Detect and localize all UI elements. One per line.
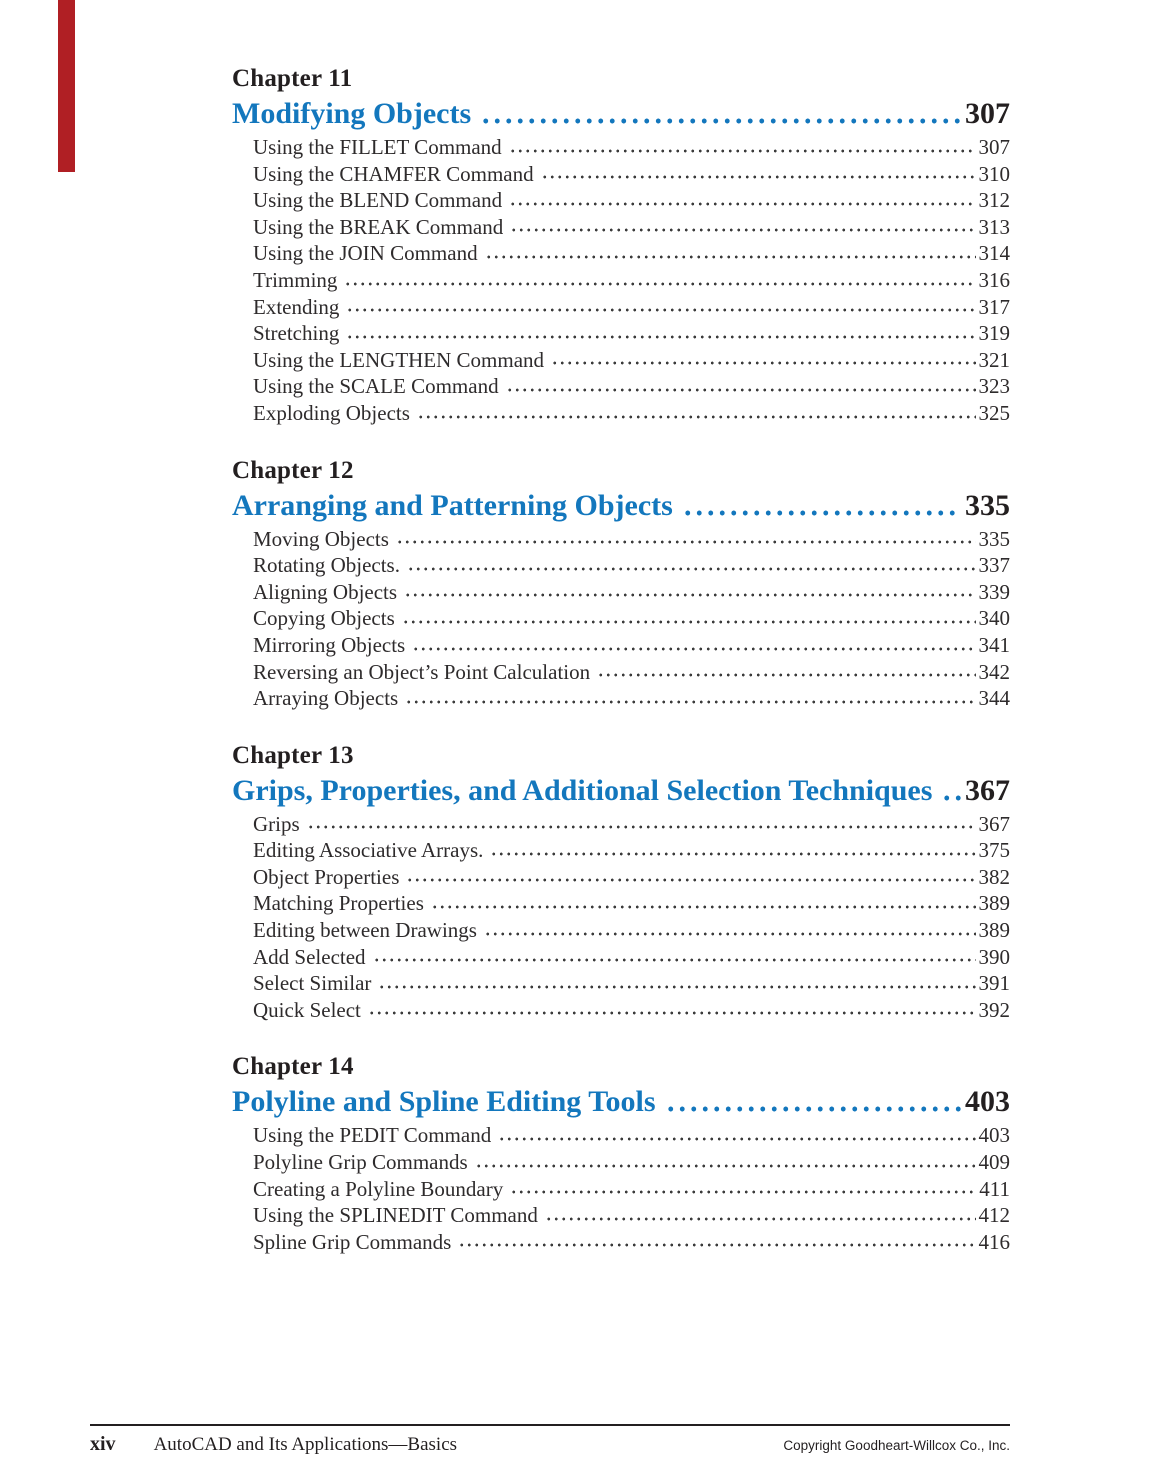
toc-entry xyxy=(253,605,1010,632)
dot-leader xyxy=(396,540,976,544)
chapter-title: Grips, Properties, and Additional Selection Techniques xyxy=(232,773,933,807)
chapter-entries xyxy=(232,134,1010,427)
entry-title: Object Properties xyxy=(253,864,400,889)
toc-entry xyxy=(253,917,1010,944)
entry-page-number: 310 xyxy=(978,161,1010,186)
entry-title: Using the SPLINEDIT Command xyxy=(253,1203,538,1228)
entry-page-number: 339 xyxy=(978,579,1010,604)
entry-title: Trimming xyxy=(253,267,338,292)
toc-entry xyxy=(253,864,1010,891)
entry-page-number: 416 xyxy=(978,1229,1010,1254)
dot-leader xyxy=(417,415,976,419)
entry-page-number: 307 xyxy=(978,135,1010,159)
toc-entry xyxy=(253,890,1010,917)
chapter-entries xyxy=(232,811,1010,1024)
entry-page-number: 323 xyxy=(978,374,1010,399)
chapter-12-section xyxy=(232,456,1010,712)
dot-leader xyxy=(665,1106,961,1112)
chapter-page-number: 403 xyxy=(965,1085,1010,1119)
entry-page-number: 335 xyxy=(978,526,1010,551)
toc-entry xyxy=(253,632,1010,659)
toc-entry xyxy=(253,214,1010,241)
entry-title: Stretching xyxy=(253,321,340,346)
page-footer xyxy=(90,1424,1010,1456)
toc-entry xyxy=(253,161,1010,188)
chapter-label: Chapter 13 xyxy=(232,741,354,769)
dot-leader xyxy=(551,361,975,365)
dot-leader xyxy=(475,1164,976,1168)
entry-title: Mirroring Objects xyxy=(253,632,406,657)
toc-entry xyxy=(253,347,1010,374)
book-title: AutoCAD and Its Applications—Basics xyxy=(153,1434,458,1455)
toc-entry xyxy=(253,267,1010,294)
dot-leader xyxy=(490,852,975,856)
dot-leader xyxy=(498,1137,975,1141)
chapter-page-number: 307 xyxy=(965,97,1010,130)
page-edge-tab xyxy=(58,0,75,172)
toc-entry xyxy=(253,1122,1010,1149)
chapter-13-section xyxy=(232,741,1010,1024)
dot-leader xyxy=(378,985,975,989)
dot-leader xyxy=(509,202,975,206)
toc-entry xyxy=(253,659,1010,686)
entry-title: Using the BREAK Command xyxy=(253,214,504,239)
entry-page-number: 389 xyxy=(978,918,1010,943)
entry-page-number: 340 xyxy=(978,606,1010,631)
entry-page-number: 342 xyxy=(978,659,1010,684)
entry-title: Editing Associative Arrays. xyxy=(253,838,484,863)
entry-page-number: 389 xyxy=(978,891,1010,916)
entry-title: Using the PEDIT Command xyxy=(253,1123,492,1148)
entry-title: Using the LENGTHEN Command xyxy=(253,347,545,372)
entry-page-number: 375 xyxy=(978,838,1010,863)
entry-page-number: 337 xyxy=(978,553,1010,578)
dot-leader xyxy=(346,335,975,339)
entry-page-number: 312 xyxy=(978,188,1010,213)
dot-leader xyxy=(402,620,976,624)
entry-page-number: 316 xyxy=(978,267,1010,292)
chapter-title: Arranging and Patterning Objects xyxy=(232,488,673,522)
entry-title: Exploding Objects xyxy=(253,400,410,425)
dot-leader xyxy=(545,1217,976,1221)
toc-entry xyxy=(253,685,1010,712)
toc-entry xyxy=(253,579,1010,606)
entry-title: Extending xyxy=(253,294,340,319)
entry-title: Editing between Drawings xyxy=(253,918,477,943)
toc-entry xyxy=(253,1149,1010,1176)
chapter-page-number: 367 xyxy=(965,773,1010,807)
dot-leader xyxy=(431,905,976,909)
dot-leader xyxy=(506,388,976,392)
entry-page-number: 344 xyxy=(978,686,1010,711)
entry-title: Creating a Polyline Boundary xyxy=(253,1176,504,1201)
dot-leader xyxy=(510,228,975,232)
toc-entry xyxy=(253,400,1010,427)
entry-page-number: 409 xyxy=(978,1150,1010,1175)
dot-leader xyxy=(541,175,976,179)
entry-title: Spline Grip Commands xyxy=(253,1229,452,1254)
toc-entry xyxy=(253,294,1010,321)
dot-leader xyxy=(346,308,975,312)
chapter-label: Chapter 14 xyxy=(232,1053,354,1081)
entry-page-number: 392 xyxy=(978,997,1010,1022)
toc-entry xyxy=(253,997,1010,1024)
dot-leader xyxy=(941,795,961,801)
entry-page-number: 411 xyxy=(979,1176,1010,1201)
dot-leader xyxy=(458,1243,975,1247)
entry-title: Add Selected xyxy=(253,944,366,969)
toc-entry xyxy=(253,373,1010,400)
chapter-page-number: 335 xyxy=(965,488,1010,522)
dot-leader xyxy=(480,118,961,124)
entry-page-number: 382 xyxy=(978,864,1010,889)
entry-page-number: 367 xyxy=(978,811,1010,836)
folio-page-number: xiv xyxy=(90,1433,116,1455)
toc-entry xyxy=(253,240,1010,267)
toc-entry xyxy=(253,837,1010,864)
entry-title: Using the BLEND Command xyxy=(253,188,503,213)
toc-entry xyxy=(253,1202,1010,1229)
entry-page-number: 412 xyxy=(978,1203,1010,1228)
entry-page-number: 325 xyxy=(978,400,1010,425)
entry-title: Aligning Objects xyxy=(253,579,398,604)
chapter-title-row xyxy=(232,771,1010,811)
dot-leader xyxy=(307,825,976,829)
dot-leader xyxy=(404,593,975,597)
dot-leader xyxy=(412,647,975,651)
toc-entry xyxy=(253,811,1010,838)
chapter-14-section xyxy=(232,1052,1010,1255)
toc-entry xyxy=(253,1229,1010,1256)
entry-title: Grips xyxy=(253,811,300,836)
toc-content xyxy=(232,64,1010,1284)
entry-title: Copying Objects xyxy=(253,606,395,631)
entry-title: Polyline Grip Commands xyxy=(253,1150,468,1175)
dot-leader xyxy=(405,700,975,704)
entry-title: Reversing an Object’s Point Calculation xyxy=(253,659,591,684)
entry-title: Using the SCALE Command xyxy=(253,374,499,399)
chapter-label: Chapter 11 xyxy=(232,65,353,92)
entry-page-number: 403 xyxy=(978,1123,1010,1148)
chapter-title-row xyxy=(232,94,1010,134)
entry-page-number: 317 xyxy=(978,294,1010,319)
dot-leader xyxy=(407,567,976,571)
entry-page-number: 314 xyxy=(978,241,1010,266)
dot-leader xyxy=(485,255,976,259)
entry-page-number: 391 xyxy=(978,971,1010,996)
entry-title: Moving Objects xyxy=(253,526,389,551)
chapter-entries xyxy=(232,1122,1010,1255)
chapter-title-row xyxy=(232,486,1010,526)
toc-entry xyxy=(253,320,1010,347)
chapter-label: Chapter 12 xyxy=(232,456,354,484)
dot-leader xyxy=(406,878,975,882)
dot-leader xyxy=(373,958,976,962)
toc-entry xyxy=(253,944,1010,971)
dot-leader xyxy=(597,673,975,677)
dot-leader xyxy=(509,149,976,153)
dot-leader xyxy=(344,282,975,286)
entry-title: Matching Properties xyxy=(253,891,424,916)
entry-page-number: 319 xyxy=(978,321,1010,346)
entry-title: Rotating Objects. xyxy=(253,553,400,578)
entry-title: Using the FILLET Command xyxy=(253,135,502,159)
chapter-11-section xyxy=(232,64,1010,427)
chapter-title: Polyline and Spline Editing Tools xyxy=(232,1085,656,1119)
entry-title: Arraying Objects xyxy=(253,686,399,711)
entry-page-number: 313 xyxy=(978,214,1010,239)
entry-page-number: 321 xyxy=(978,347,1010,372)
chapter-entries xyxy=(232,526,1010,712)
entry-title: Quick Select xyxy=(253,997,361,1022)
toc-entry xyxy=(253,134,1010,161)
dot-leader xyxy=(368,1011,976,1015)
entry-title: Select Similar xyxy=(253,971,372,996)
toc-entry xyxy=(253,552,1010,579)
entry-title: Using the JOIN Command xyxy=(253,241,478,266)
chapter-title: Modifying Objects xyxy=(232,97,472,130)
entry-page-number: 341 xyxy=(978,632,1010,657)
entry-page-number: 390 xyxy=(978,944,1010,969)
toc-entry xyxy=(253,187,1010,214)
footer-row xyxy=(90,1433,1010,1456)
toc-entry xyxy=(253,1176,1010,1203)
toc-entry xyxy=(253,970,1010,997)
dot-leader xyxy=(484,932,976,936)
dot-leader xyxy=(682,510,961,516)
copyright-notice: Copyright Goodheart-Willcox Co., Inc. xyxy=(783,1438,1010,1453)
toc-entry xyxy=(253,526,1010,553)
chapter-title-row xyxy=(232,1082,1010,1122)
dot-leader xyxy=(510,1190,976,1194)
entry-title: Using the CHAMFER Command xyxy=(253,161,534,186)
